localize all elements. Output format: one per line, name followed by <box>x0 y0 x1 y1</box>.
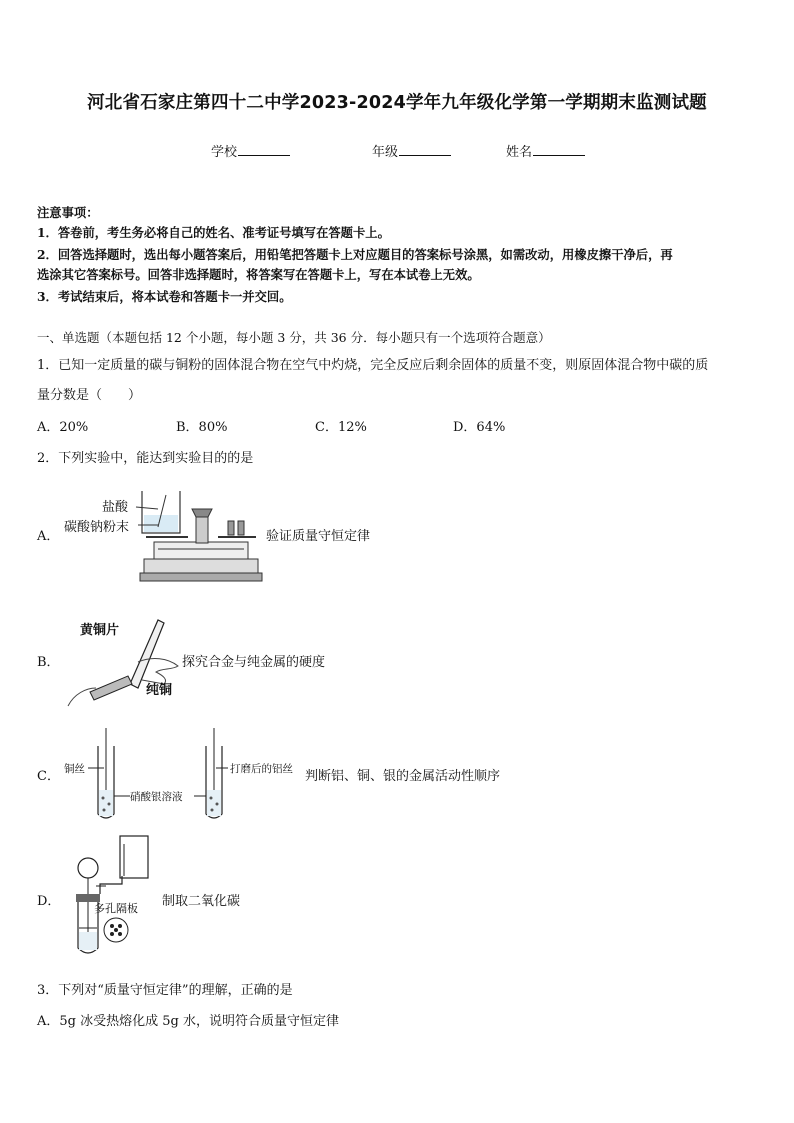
balance-diagram <box>58 487 263 587</box>
q2-d-letter[interactable]: D． <box>37 894 61 909</box>
q2-b-text: 探究合金与纯金属的硬度 <box>182 655 326 670</box>
label-copper-wire: 铜丝 <box>64 763 85 775</box>
q2-a-text: 验证质量守恒定律 <box>266 529 371 544</box>
q2-c-text: 判断铝、铜、银的金属活动性顺序 <box>305 769 501 784</box>
label-aluminum-wire: 打磨后的铝丝 <box>230 763 293 775</box>
label-porous-plate: 多孔隔板 <box>94 902 138 915</box>
scratch-test-diagram <box>60 614 182 710</box>
label-brass-sheet: 黄铜片 <box>80 623 120 638</box>
q1-option-c[interactable]: C．12% <box>315 420 367 435</box>
q2-stem: 2．下列实验中，能达到实验目的的是 <box>37 451 254 466</box>
grade-blank[interactable] <box>399 143 451 156</box>
label-sodium-carbonate: 碳酸钠粉末 <box>64 520 130 535</box>
co2-apparatus-diagram <box>62 832 162 960</box>
q1-option-d[interactable]: D．64% <box>453 420 506 435</box>
label-pure-copper: 纯铜 <box>146 683 173 698</box>
test-tubes-diagram <box>58 724 308 824</box>
q1-option-b[interactable]: B．80% <box>176 420 228 435</box>
page-title: 河北省石家庄第四十二中学2023-2024学年九年级化学第一学期期末监测试题 <box>87 93 707 113</box>
q2-a-letter[interactable]: A． <box>37 529 60 544</box>
q1-stem-line-1: 1．已知一定质量的碳与铜粉的固体混合物在空气中灼烧，完全反应后剩余固体的质量不变，则原固体混合物中碳的质 <box>37 358 709 373</box>
name-label: 姓名 <box>506 145 533 160</box>
grade-field[interactable] <box>372 141 451 160</box>
notice-item-1: 1．答卷前，考生务必将自己的姓名、准考证号填写在答题卡上。 <box>37 225 390 240</box>
q3-stem: 3．下列对“质量守恒定律”的理解，正确的是 <box>37 983 293 998</box>
q3-option-a[interactable]: A．5g 冰受热熔化成 5g 水，说明符合质量守恒定律 <box>37 1014 339 1029</box>
section-heading: 一、单选题（本题包括 12 个小题，每小题 3 分，共 36 分．每小题只有一个选项符合题意） <box>37 330 551 345</box>
grade-label: 年级 <box>372 145 399 160</box>
school-blank[interactable] <box>238 143 290 156</box>
notice-item-2-line-2: 选涂其它答案标号。回答非选择题时，将答案写在答题卡上，写在本试卷上无效。 <box>37 267 480 282</box>
q2-c-letter[interactable]: C． <box>37 769 60 784</box>
label-silver-nitrate: 硝酸银溶液 <box>130 791 183 803</box>
q2-b-letter[interactable]: B． <box>37 655 60 670</box>
notice-item-3: 3．考试结束后，将本试卷和答题卡一并交回。 <box>37 289 292 304</box>
name-field[interactable] <box>506 141 585 160</box>
notice-item-2-line-1: 2．回答选择题时，选出每小题答案后，用铅笔把答题卡上对应题目的答案标号涂黑，如需改动，用橡皮擦干净后，再 <box>37 247 673 262</box>
q2-d-text: 制取二氧化碳 <box>162 894 241 909</box>
school-label: 学校 <box>211 145 238 160</box>
school-field[interactable] <box>211 141 290 160</box>
q1-stem-line-2: 量分数是（ ） <box>37 388 142 403</box>
q1-option-a[interactable]: A．20% <box>37 420 89 435</box>
name-blank[interactable] <box>533 143 585 156</box>
label-hydrochloric-acid: 盐酸 <box>102 500 129 515</box>
notice-heading: 注意事项： <box>37 205 99 220</box>
